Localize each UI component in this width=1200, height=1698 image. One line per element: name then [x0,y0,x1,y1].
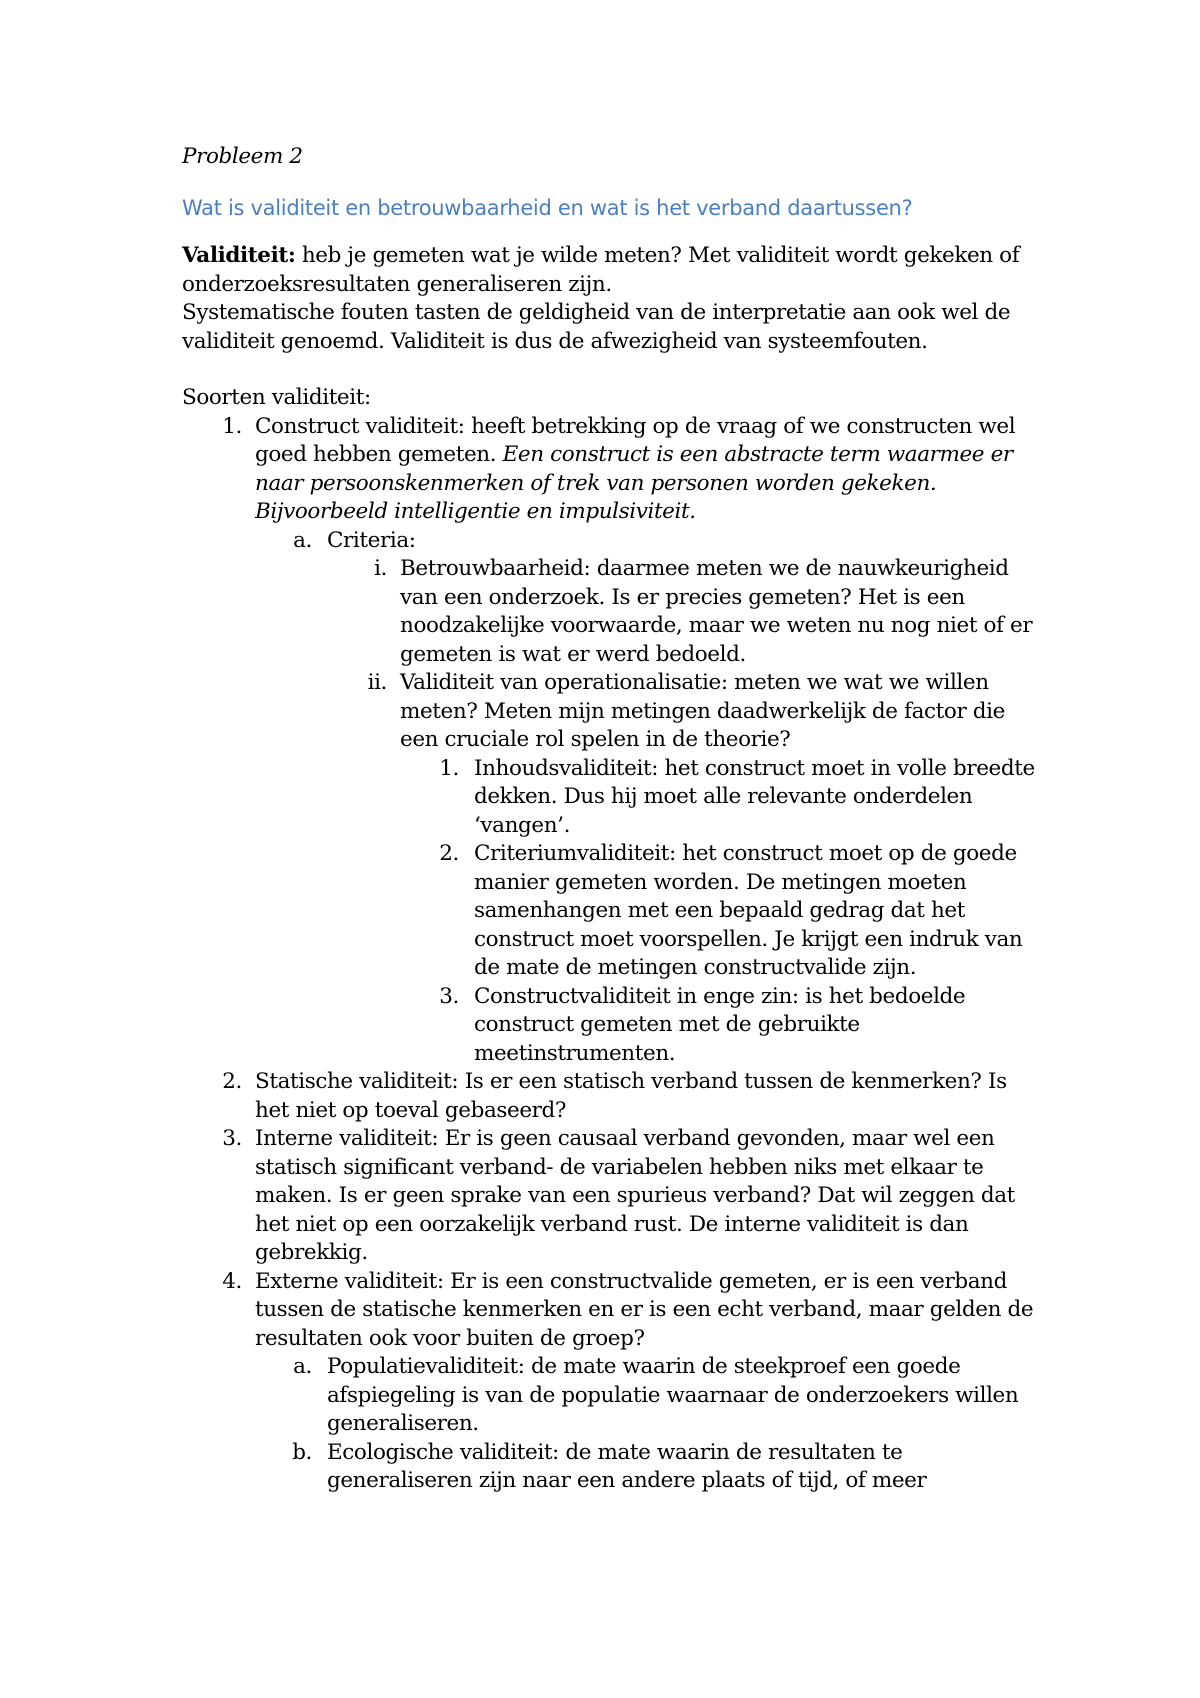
systematic-errors-paragraph: Systematische fouten tasten de geldigheid van de interpretatie aan ook wel de validiteit genoemd. Validiteit is dus de afwezigheid van systeemfouten. [182,300,1011,354]
list-item-ecological-validity [182,1439,1042,1496]
list-item-criterion-validity [182,840,1042,983]
list-item-criteria [182,527,1042,556]
list-item-construct-validity [182,413,1042,527]
document-title: Probleem 2 [182,144,303,169]
document-body [182,143,1042,1496]
validity-label: Validiteit: [182,243,296,268]
list-marker: 4. [222,1268,242,1294]
list-marker: i. [374,556,387,581]
list-item-text: Statische validiteit: Is er een statisch verband tussen de kenmerken? Is het niet op toeval gebaseerd? [255,1069,1007,1123]
list-item-text: Betrouwbaarheid: daarmee meten we de nauwkeurigheid van een onderzoek. Is er precies gemeten? Het is een noodzakelijke voorwaarde, maar we weten nu nog niet of er gemeten is wat er werd bedoeld. [400,556,1033,667]
list-item-content-validity [182,755,1042,841]
list-item-reliability [182,555,1042,669]
validity-text: heb je gemeten wat je wilde meten? Met validiteit wordt gekeken of onderzoeksresultaten generaliseren zijn. [182,243,1020,297]
list-marker: ii. [367,670,387,695]
list-item-text: Constructvaliditeit in enge zin: is het bedoelde construct gemeten met de gebruikte meetinstrumenten. [474,983,966,1066]
list-marker: a. [293,527,312,553]
list-item-text: Construct validiteit: heeft betrekking op de vraag of we constructen wel goed hebben gemeten. [255,413,1016,467]
list-item-italic-text: Een construct is een abstracte term waarmee er naar persoonskenmerken of trek van personen worden gekeken. Bijvoorbeeld intelligentie en impulsiviteit. [255,442,1013,524]
list-item-population-validity [182,1353,1042,1439]
list-item-text: Ecologische validiteit: de mate waarin de resultaten te generaliseren zijn naar een andere plaats of tijd, of meer [327,1439,927,1493]
list-marker: 3. [439,983,459,1009]
validity-types-heading: Soorten validiteit: [182,385,371,410]
list-item-text: Populatievaliditeit: de mate waarin de steekproef een goede afspiegeling is van de populatie waarnaar de onderzoekers willen generaliseren. [327,1354,1019,1436]
list-marker: 1. [439,755,459,781]
list-item-external-validity [182,1268,1042,1354]
list-marker: b. [292,1439,312,1465]
list-marker: a. [293,1354,312,1379]
list-marker: 3. [222,1126,242,1151]
list-item-internal-validity [182,1125,1042,1268]
list-item-statistical-validity [182,1068,1042,1125]
main-question-heading: Wat is validiteit en betrouwbaarheid en wat is het verband daartussen? [182,195,913,220]
list-item-text: Interne validiteit: Er is geen causaal verband gevonden, maar wel een statisch significant verband- de variabelen hebben niks met elkaar te maken. Is er geen sprake van een spurieus verband? Dat wil zeggen dat het niet op een oorzakelijk verband rust. De interne validiteit is dan gebrekkig. [255,1126,1015,1265]
list-item-text: Externe validiteit: Er is een constructvalide gemeten, er is een verband tussen de statische kenmerken en er is een echt verband, maar gelden de resultaten ook voor buiten de groep? [255,1268,1034,1351]
list-item-text: Criteriumvaliditeit: het construct moet op de goede manier gemeten worden. De metingen moeten samenhangen met een bepaald gedrag dat het construct moet voorspellen. Je krijgt een indruk van de mate de metingen constructvalide zijn. [474,841,1023,980]
list-item-operationalisation-validity [182,669,1042,755]
list-marker: 1. [222,413,242,439]
validity-definition [182,242,1042,299]
list-item-text: Validiteit van operationalisatie: meten we wat we willen meten? Meten mijn metingen daadwerkelijk de factor die een cruciale rol spelen in de theorie? [400,670,1005,752]
list-item-construct-validity-narrow [182,983,1042,1069]
list-item-text: Inhoudsvaliditeit: het construct moet in volle breedte dekken. Dus hij moet alle relevante onderdelen ‘vangen’. [474,755,1035,838]
list-marker: 2. [222,1069,242,1094]
list-marker: 2. [439,841,459,866]
list-item-text: Criteria: [327,527,416,553]
